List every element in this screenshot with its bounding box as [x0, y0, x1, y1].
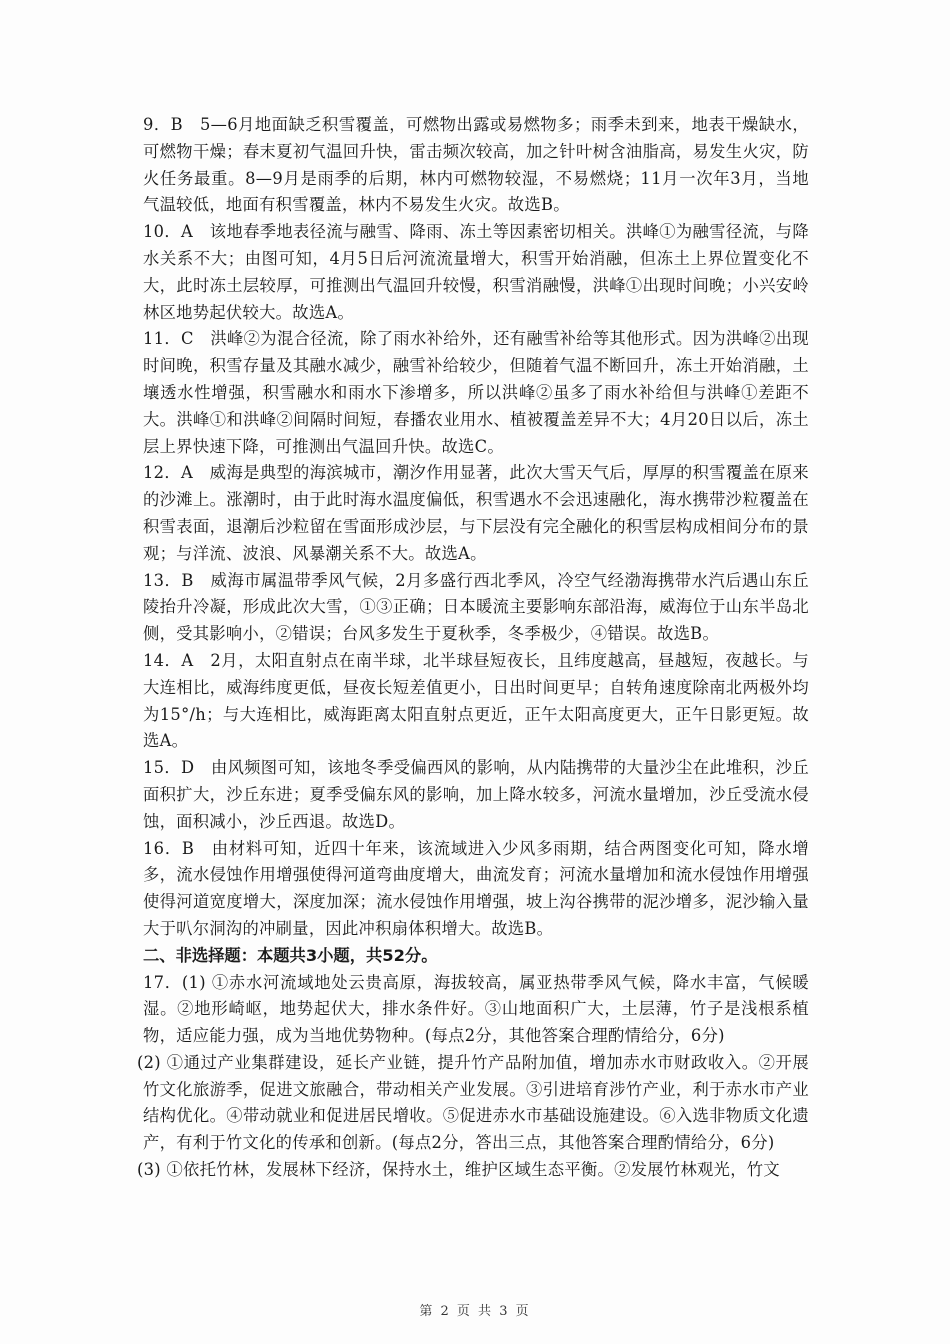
answer-16: 16．B 由材料可知，近四十年来，该流域进入少风多雨期，结合两图变化可知，降水增多，流水侵蚀作用增强使得河道弯曲度增大，曲流发育；河流水量增加和流水侵蚀作用增强使得河道宽度增大，深度加深；流水侵蚀作用增强，坡上沟谷携带的泥沙增多，泥沙输入量大于叭尔洞沟的冲刷量，因此冲积扇体积增大。故选B。 [143, 838, 809, 938]
answer-14: 14．A 2月，太阳直射点在南半球，北半球昼短夜长，且纬度越高，昼越短，夜越长。与大连相比，威海纬度更低，昼夜长短差值更小，日出时间更早；自转角速度除南北两极外均为15°/h；与大连相比，威海距离太阳直射点更近，正午太阳高度更大，正午日影更短。故选A。 [143, 650, 809, 751]
page-footer: 第 2 页 共 3 页 [419, 1304, 531, 1319]
answer-9: 9．B 5—6月地面缺乏积雪覆盖，可燃物出露或易燃物多；雨季未到来，地表干燥缺水，可燃物干燥；春末夏初气温回升快，雷击频次较高，加之针叶树含油脂高，易发生火灾，防火任务最重。8—9月是雨季的后期，林内可燃物较湿，不易燃烧；11月一次年3月，当地气温较低，地面有积雪覆盖，林内不易发生火灾。故选B。 [143, 115, 809, 215]
answer-10: 10．A 该地春季地表径流与融雪、降雨、冻土等因素密切相关。洪峰①为融雪径流，与降水关系不大；由图可知，4月5日后河流流量增大，积雪开始消融，但冻土上界位置变化不大，此时冻土层较厚，可推测出气温回升较慢，积雪消融慢，洪峰①出现时间晚；小兴安岭林区地势起伏较大。故选A。 [143, 222, 809, 322]
section-heading: 二、非选择题：本题共3小题，共52分。 [143, 945, 438, 965]
answer-17-part-1: 17．(1) ①赤水河流域地处云贵高原，海拔较高，属亚热带季风气候，降水丰富，气候暖湿。②地形崎岖，地势起伏大，排水条件好。③山地面积广大，土层薄，竹子是浅根系植物，适应能力强，成为当地优势物种。(每点2分，其他答案合理酌情给分，6分) [143, 972, 809, 1046]
answer-11: 11．C 洪峰②为混合径流，除了雨水补给外，还有融雪补给等其他形式。因为洪峰②出现时间晚，积雪存量及其融水减少，融雪补给较少，但随着气温不断回升，冻土开始消融，土壤透水性增强，积雪融水和雨水下渗增多，所以洪峰②虽多了雨水补给但与洪峰①差距不大。洪峰①和洪峰②间隔时间短，春播农业用水、植被覆盖差异不大；4月20日以后，冻土层上界快速下降，可推测出气温回升快。故选C。 [143, 329, 809, 456]
answer-17-part-3: (3) ①依托竹林，发展林下经济，保持水土，维护区域生态平衡。②发展竹林观光，竹文 [137, 1160, 780, 1180]
answer-12: 12．A 威海是典型的海滨城市，潮汐作用显著，此次大雪天气后，厚厚的积雪覆盖在原来的沙滩上。涨潮时，由于此时海水温度偏低，积雪遇水不会迅速融化，海水携带沙粒覆盖在积雪表面，退潮后沙粒留在雪面形成沙层，与下层没有完全融化的积雪层构成相间分布的景观；与洋流、波浪、风暴潮关系不大。故选A。 [143, 463, 809, 563]
answer-13: 13．B 威海市属温带季风气候，2月多盛行西北季风，冷空气经渤海携带水汽后遇山东丘陵抬升冷凝，形成此次大雪，①③正确；日本暖流主要影响东部沿海，威海位于山东半岛北侧，受其影响小，②错误；台风多发生于夏秋季，冬季极少，④错误。故选B。 [143, 570, 809, 644]
answer-content [137, 112, 809, 1184]
answer-17-part-2: (2) ①通过产业集群建设，延长产业链，提升竹产品附加值，增加赤水市财政收入。②开展竹文化旅游季，促进文旅融合，带动相关产业发展。③引进培育涉竹产业，利于赤水市产业结构优化。④带动就业和促进居民增收。⑤促进赤水市基础设施建设。⑥入选非物质文化遗产，有利于竹文化的传承和创新。(每点2分，答出三点，其他答案合理酌情给分，6分) [137, 1052, 809, 1153]
answer-15: 15．D 由风频图可知，该地冬季受偏西风的影响，从内陆携带的大量沙尘在此堆积，沙丘面积扩大，沙丘东进；夏季受偏东风的影响，加上降水较多，河流水量增加，沙丘受流水侵蚀，面积减小，沙丘西退。故选D。 [143, 758, 809, 831]
